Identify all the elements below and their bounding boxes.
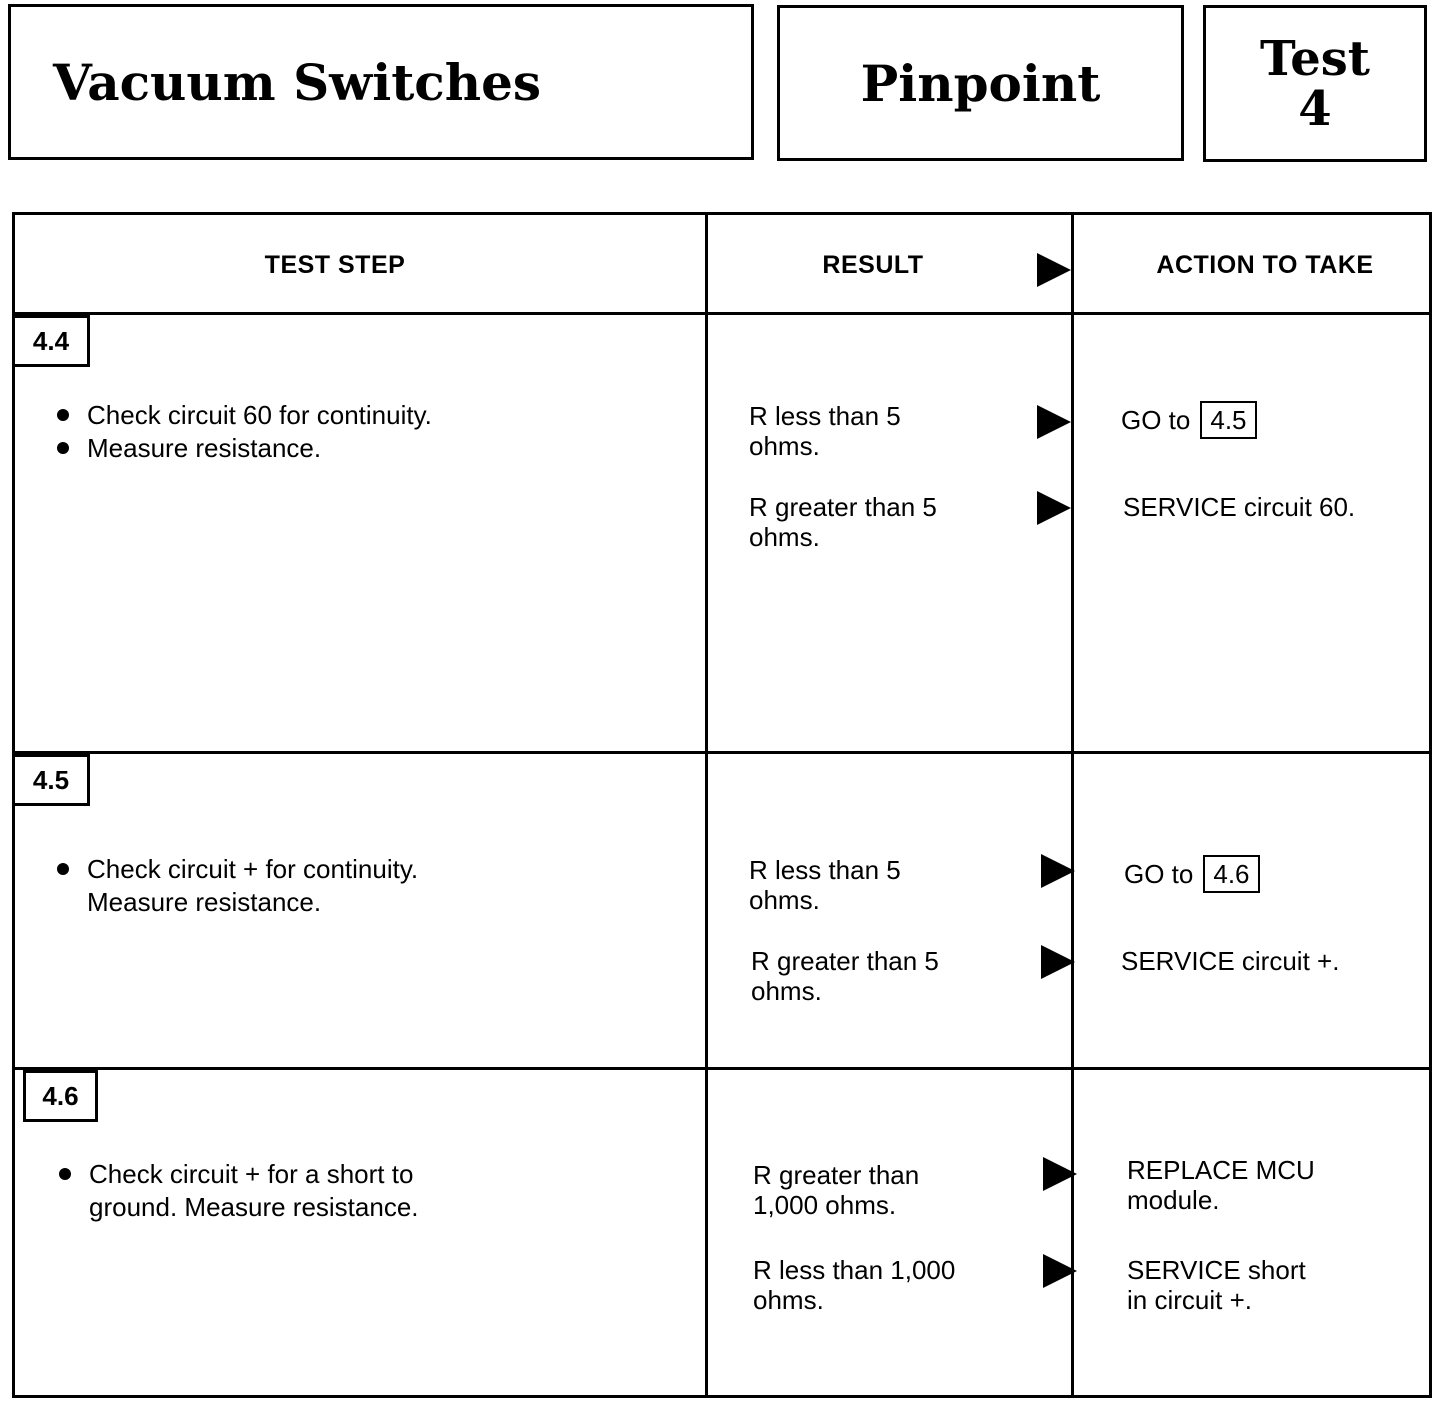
result-arrow-icon bbox=[1037, 253, 1071, 287]
result-arrow-icon bbox=[1041, 854, 1075, 888]
result-text bbox=[751, 946, 939, 1006]
action-line: module. bbox=[1127, 1185, 1220, 1215]
step-instructions bbox=[57, 399, 432, 465]
column-header-result bbox=[708, 215, 1038, 315]
instruction-text: Check circuit 60 for continuity. bbox=[87, 400, 432, 430]
column-header-test-step-text: TEST STEP bbox=[264, 250, 406, 279]
column-header-test-step bbox=[15, 215, 655, 315]
result-line: ohms. bbox=[749, 885, 820, 915]
result-line: 1,000 ohms. bbox=[753, 1190, 897, 1220]
step-number: 4.5 bbox=[32, 764, 70, 795]
step-number-badge bbox=[15, 315, 90, 367]
step-number: 4.4 bbox=[32, 325, 70, 356]
column-header-action bbox=[1115, 215, 1415, 315]
page-title-text: Vacuum Switches bbox=[53, 52, 542, 112]
list-item bbox=[59, 1158, 419, 1191]
action-line: SERVICE short bbox=[1127, 1255, 1306, 1285]
instruction-text: Measure resistance. bbox=[87, 887, 322, 917]
column-header-action-text: ACTION TO TAKE bbox=[1156, 250, 1374, 279]
column-divider bbox=[1071, 215, 1074, 1395]
result-arrow-icon bbox=[1043, 1254, 1077, 1288]
list-item bbox=[57, 399, 432, 432]
action-text bbox=[1121, 946, 1339, 976]
action-text bbox=[1121, 401, 1257, 439]
bullet-icon bbox=[59, 1168, 71, 1180]
action-line: SERVICE circuit 60. bbox=[1123, 492, 1356, 522]
result-arrow-icon bbox=[1037, 405, 1071, 439]
result-text bbox=[753, 1255, 955, 1315]
test-number-box bbox=[1203, 5, 1427, 162]
result-text bbox=[749, 855, 901, 915]
action-line: REPLACE MCU bbox=[1127, 1155, 1315, 1185]
action-prefix: GO to bbox=[1121, 405, 1191, 435]
instruction-text: Measure resistance. bbox=[87, 433, 322, 463]
list-item-continuation bbox=[59, 1191, 419, 1224]
result-text bbox=[749, 492, 937, 552]
result-line: R greater than 5 bbox=[749, 492, 937, 522]
step-reference-link[interactable]: 4.6 bbox=[1203, 855, 1259, 893]
action-text bbox=[1124, 855, 1260, 893]
result-text bbox=[749, 401, 901, 461]
column-header-result-text: RESULT bbox=[822, 250, 924, 279]
page-title bbox=[8, 4, 754, 160]
test-number: 4 bbox=[1298, 80, 1332, 137]
instruction-text: Check circuit + for continuity. bbox=[87, 854, 419, 884]
result-arrow-icon bbox=[1037, 491, 1071, 525]
action-prefix: GO to bbox=[1124, 859, 1194, 889]
bullet-icon bbox=[57, 863, 69, 875]
instruction-text: ground. Measure resistance. bbox=[89, 1192, 419, 1222]
result-text bbox=[753, 1160, 919, 1220]
test-label: Test bbox=[1260, 30, 1370, 87]
result-line: R greater than bbox=[753, 1160, 920, 1190]
list-item-continuation bbox=[57, 886, 418, 919]
bullet-icon bbox=[57, 442, 69, 454]
result-arrow-icon bbox=[1041, 945, 1075, 979]
column-divider bbox=[705, 215, 708, 1395]
instruction-text: Check circuit + for a short to bbox=[89, 1159, 414, 1189]
bullet-icon bbox=[57, 409, 69, 421]
result-line: R greater than 5 bbox=[751, 946, 939, 976]
result-line: ohms. bbox=[751, 976, 822, 1006]
action-line: in circuit +. bbox=[1127, 1285, 1252, 1315]
action-line: SERVICE circuit +. bbox=[1121, 946, 1340, 976]
pinpoint-table bbox=[12, 212, 1432, 1398]
mode-label bbox=[777, 5, 1184, 161]
step-number: 4.6 bbox=[42, 1080, 79, 1111]
list-item bbox=[57, 432, 432, 465]
step-instructions bbox=[59, 1158, 419, 1224]
result-line: R less than 5 bbox=[749, 401, 901, 431]
step-instructions bbox=[57, 853, 418, 919]
result-line: ohms. bbox=[753, 1285, 824, 1315]
result-line: R less than 5 bbox=[749, 855, 901, 885]
step-number-badge bbox=[23, 1070, 98, 1122]
result-arrow-icon bbox=[1043, 1157, 1077, 1191]
result-line: ohms. bbox=[749, 431, 820, 461]
action-text bbox=[1127, 1255, 1306, 1315]
step-reference-link[interactable]: 4.5 bbox=[1200, 401, 1256, 439]
mode-label-text: Pinpoint bbox=[860, 53, 1101, 113]
result-line: R less than 1,000 bbox=[753, 1255, 956, 1285]
row-divider bbox=[15, 1067, 1429, 1070]
action-text bbox=[1123, 492, 1355, 522]
step-number-badge bbox=[15, 754, 90, 806]
row-divider bbox=[15, 751, 1429, 754]
action-text bbox=[1127, 1155, 1315, 1215]
result-line: ohms. bbox=[749, 522, 820, 552]
list-item bbox=[57, 853, 418, 886]
